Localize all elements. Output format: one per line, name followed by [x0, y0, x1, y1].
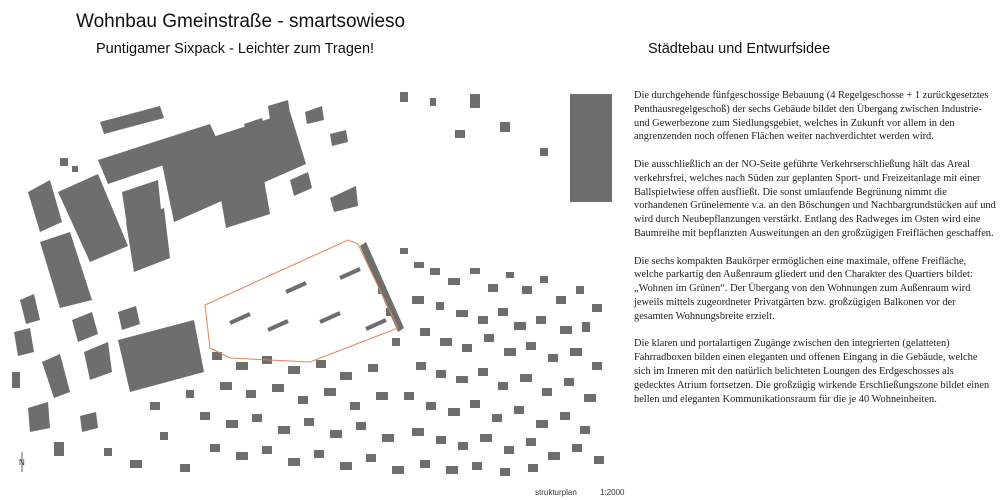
map-caption-scale: 1:2000: [600, 488, 625, 497]
site-plan-drawing: [0, 72, 612, 482]
page-title: Wohnbau Gmeinstraße - smartsowieso: [76, 11, 406, 32]
section-title: Städtebau und Entwurfsidee: [648, 41, 831, 57]
building-footprints: [12, 92, 612, 476]
north-label: N: [19, 458, 25, 467]
paragraph: Die ausschließlich an der NO-Seite geführte Verkehrserschließung hält das Areal verkehrsfrei, welches nach Süden zur geplanten Sport- und Freizeitanlage mit einer Ballspielwiese offen ausfließt. Die sonst umlaufende Begrünung nimmt die vorhandenen Grünelemente v.a. an den Böschungen und Nachbargrundstücken auf und wird durch Neubepflanzungen verstärkt. Entlang des Radweges im Osten wird eine Baumreihe mit bepflanzten Ausweitungen an den großzügigen Freiflächen geschaffen.: [634, 158, 996, 239]
site-plan-map: [0, 72, 612, 482]
description-text: [634, 89, 996, 420]
map-caption-name: strukturplan: [535, 488, 577, 497]
six-new-buildings: [230, 269, 386, 330]
paragraph: Die durchgehende fünfgeschossige Bebauung (4 Regelgeschosse + 1 zurückgesetztes Penthausregelgeschoß) der sechs Gebäude bildet den Übergang zwischen Industrie- und Gewerbezone zum Siedlungsgebiet, welches in Zukunft vor allem in den angrenzenden noch offenen Flächen weiter nachverdichtet werden wird.: [634, 90, 989, 143]
page-subtitle: Puntigamer Sixpack - Leichter zum Tragen!: [96, 41, 375, 57]
paragraph: Die sechs kompakten Baukörper ermöglichen eine maximale, offene Freifläche, welche parkartig den Außenraum gliedert und den Charakter des Quartiers bildet: „Wohnen im Grünen“. Der Übergang von den Wohnungen zum Außenraum wird jeweils mittels zugeordneter Privatgärten bzw. großzügigen Balkonen vor der gesamten Wohnungsbreite erzielt.: [634, 255, 973, 322]
paragraph: Die klaren und portalartigen Zugänge zwischen den integrierten (gelatteten) Fahrradboxen bilden einen eleganten und offenen Eingang in die Gebäude, welche sich im Inneren mit den natürlich belichteten Loungen des Erdgeschosses als gedecktes Atrium fortsetzen. Die großzügig wirkende Erschließungszone bildet einen hellen und eleganten Kommunikationsraum für die je 40 Wohneinheiten.: [634, 338, 990, 405]
